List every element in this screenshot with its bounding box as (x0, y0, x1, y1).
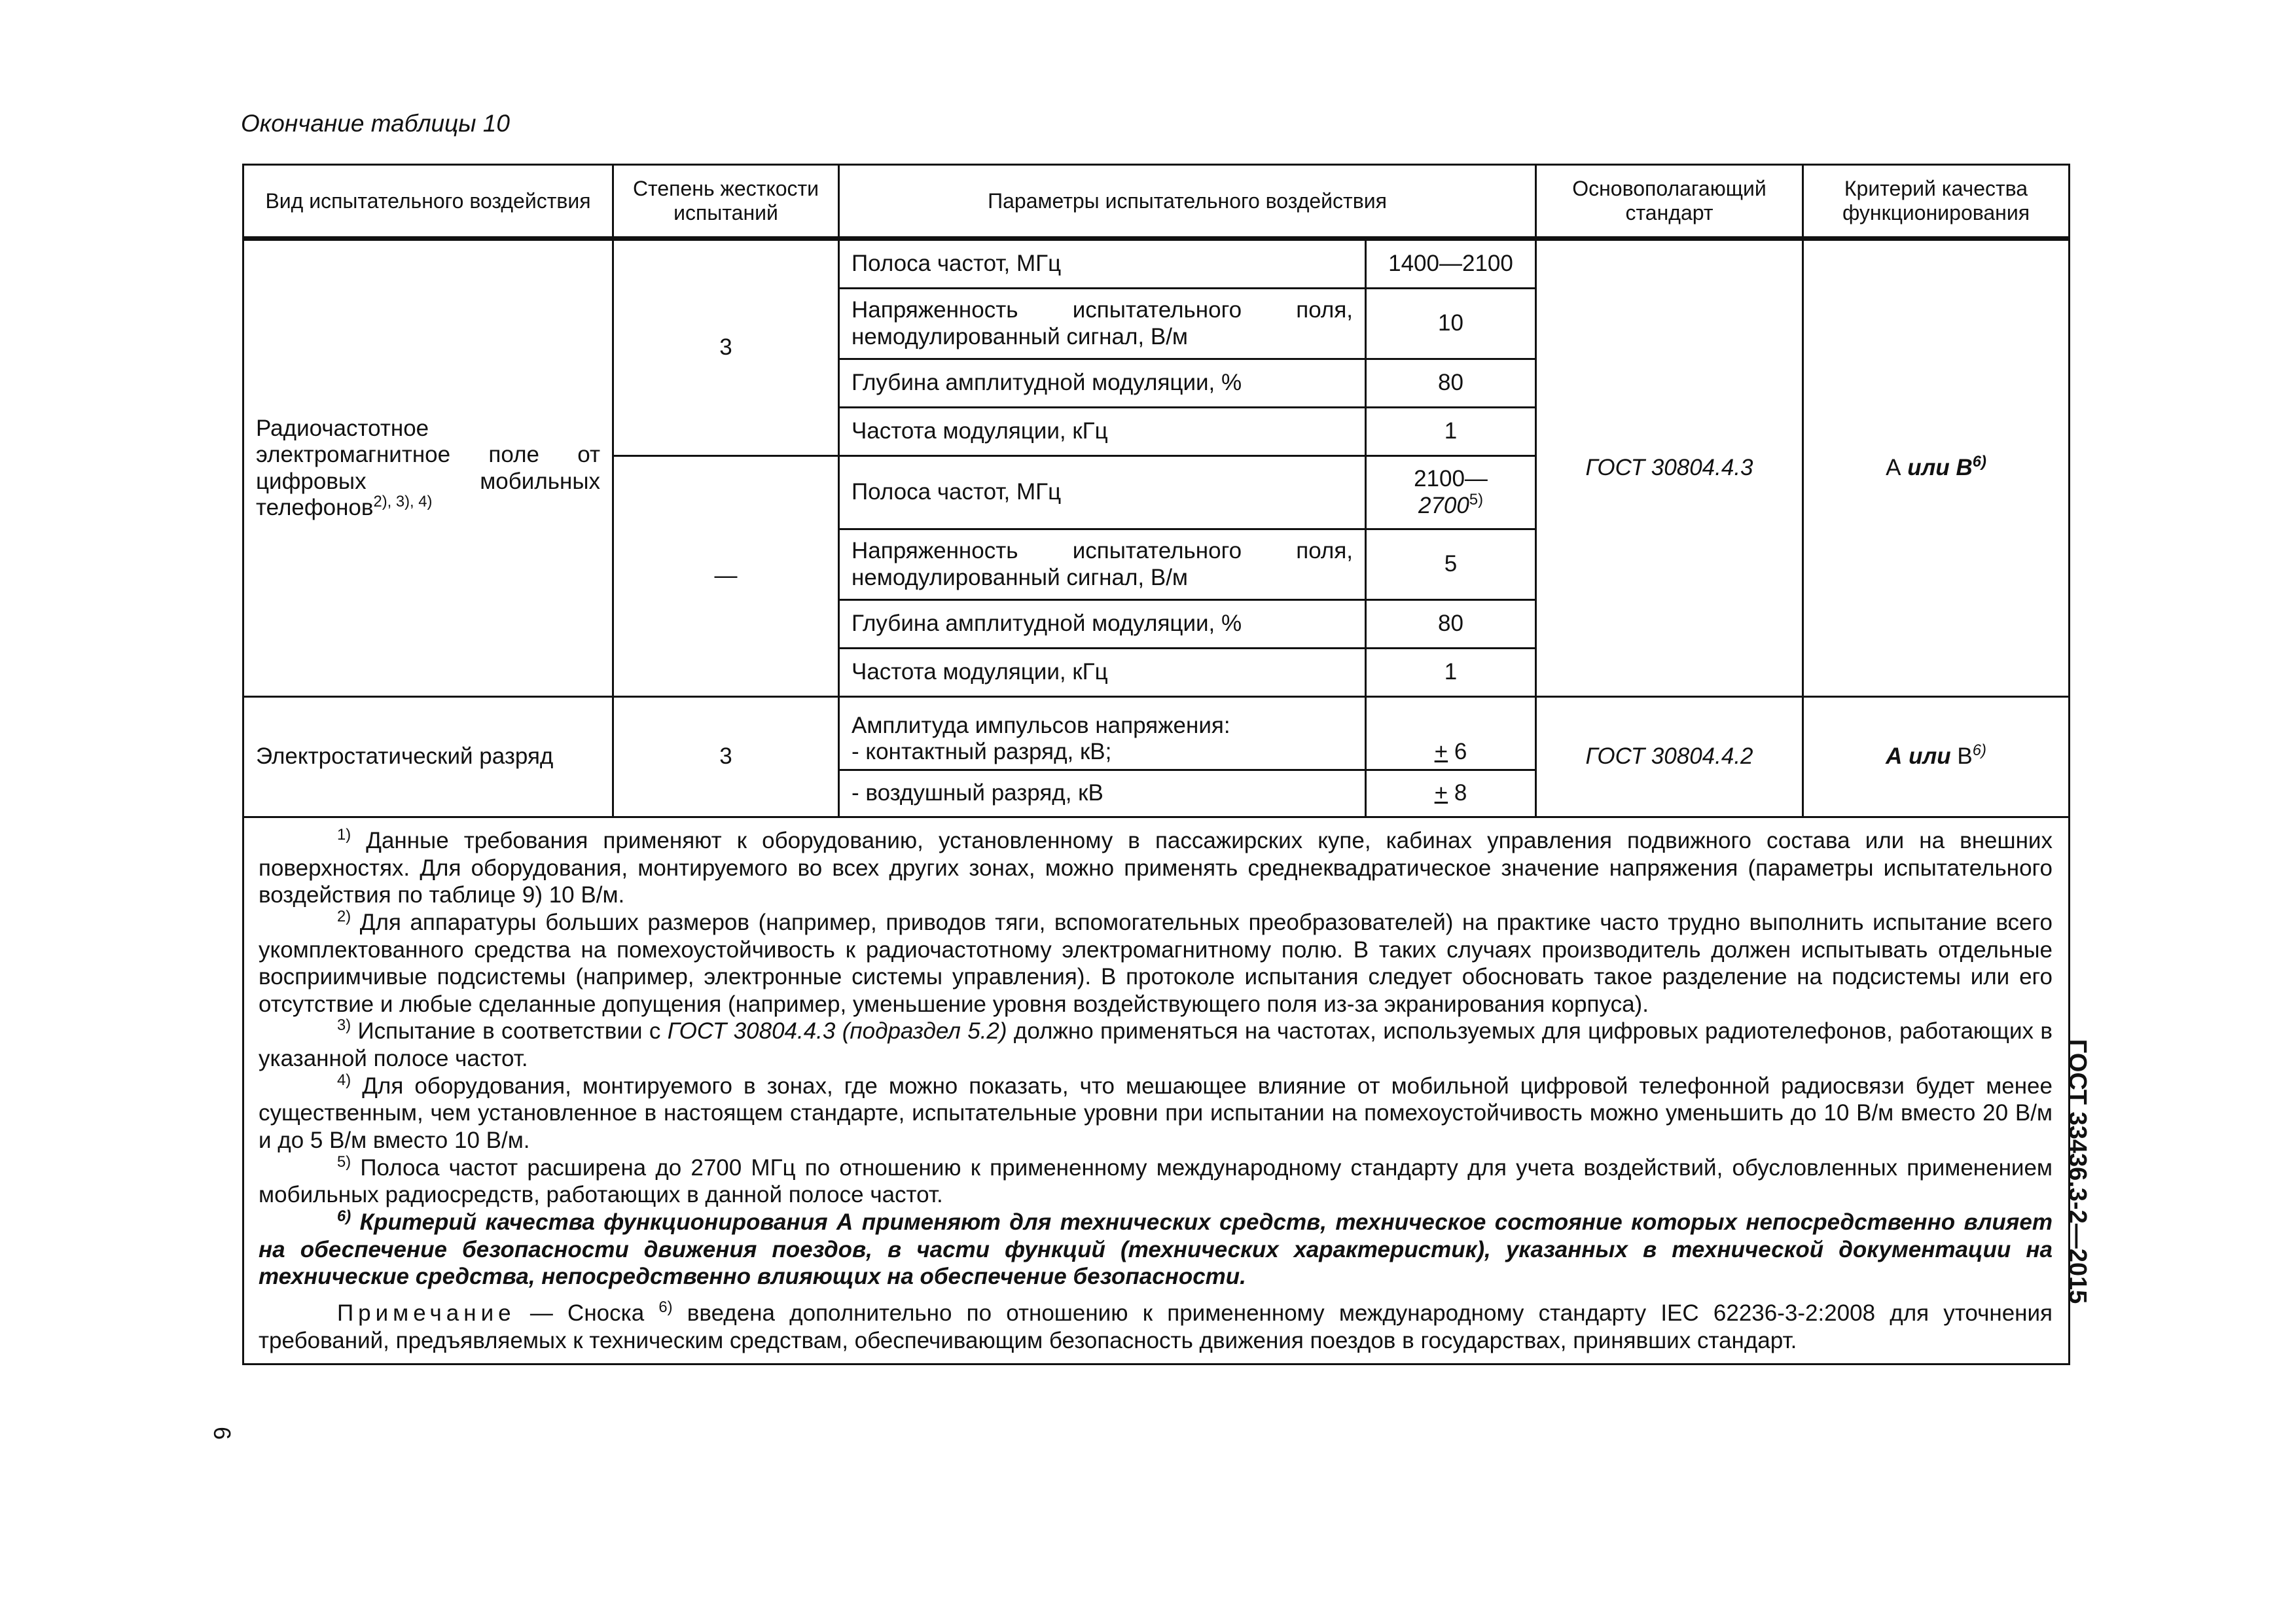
esd-param-air: - воздушный разряд, кВ (839, 770, 1366, 817)
param-mod-freq-2: Частота модуляции, кГц (839, 649, 1366, 697)
footnote-3-mark: 3) (337, 1016, 351, 1035)
test-parameters-table (242, 164, 2070, 1365)
esd-pm-sign-contact: + (1434, 738, 1448, 764)
rf-field-kind-footnotes: 2), 3), 4) (373, 492, 433, 510)
value-mod-depth-2: 80 (1366, 600, 1536, 649)
footnote-4-text: Для оборудования, монтируемого в зонах, где можно показать, что мешающее влияние от мобильной цифровой телефонной радиосвязи будет менее существенным, чем установленное в настоящем стандарте, испытательные уровни при испытании на помехоустойчивость можно уменьшить до 10 В/м вместо 20 В/м и до 5 В/м вместо 10 В/м. (259, 1073, 2053, 1154)
header-standard-line2: стандарт (1625, 201, 1713, 224)
footnote-5 (259, 1154, 2053, 1209)
param-mod-depth: Глубина амплитудной модуляции, % (839, 359, 1366, 408)
value-freq-band-2-footnote: 5) (1469, 490, 1484, 508)
value-field-strength: 10 (1366, 289, 1536, 359)
header-severity-line2: испытаний (673, 201, 778, 224)
value-freq-band: 1400—2100 (1366, 239, 1536, 289)
footnote-6-text: Критерий качества функционирования А применяют для технических средств, техническое состояние которых непосредственно влияет на обеспечение безопасности движения поездов, в части функций (технических характеристик), указанных в технической документации на технические средства, непосредственно влияющих на обеспечение безопасности. (259, 1209, 2053, 1290)
footnote-6-mark: 6) (337, 1207, 351, 1225)
value-freq-band-2-line2: 2700 (1418, 492, 1469, 518)
param-field-strength: Напряженность испытательного поля, немодулированный сигнал, В/м (839, 289, 1366, 359)
header-standard (1536, 165, 1803, 239)
rf-severity-dash: — (613, 456, 839, 697)
table-caption: Окончание таблицы 10 (241, 110, 510, 137)
document-code: ГОСТ 33436.3-2—2015 (2064, 1039, 2091, 1304)
footnotes (259, 827, 2053, 1354)
rf-criterion-footnote: 6) (1972, 453, 1986, 471)
footnote-4 (259, 1073, 2053, 1154)
footnote-3-text-b: должно применяться на частотах, используемых для цифровых радиотелефонов, работающих в указанной полосе частот. (259, 1018, 2053, 1072)
header-criterion-line1: Критерий качества (1844, 177, 2028, 201)
footnote-3-ref: ГОСТ 30804.4.3 (подраздел 5.2) (667, 1018, 1007, 1044)
esd-criterion-a: А или (1886, 743, 1951, 770)
table-row (243, 697, 2070, 770)
esd-criterion-footnote: 6) (1972, 741, 1986, 760)
esd-pm-sign-air: + (1434, 780, 1448, 806)
footnote-1-mark: 1) (337, 825, 351, 844)
rf-field-kind-cell (243, 239, 613, 697)
rf-standard: ГОСТ 30804.4.3 (1536, 239, 1803, 697)
footnote-2-text: Для аппаратуры больших размеров (например, приводов тяги, вспомогательных преобразователей) на практике часто трудно выполнить испытание всего укомплектованного средства на помехоустойчивость к радиочастотному электромагнитному полю. В таких случаях производитель должен испытывать отдельные восприимчивые подсистемы (например, электронные системы управления). В протоколе испытания следует обосновать такое разделение на подсистемы или его отсутствие и любые сделанные допущения (например, уменьшение уровня воздействующего поля из-за экранирования корпуса). (259, 909, 2053, 1017)
esd-criterion-b: В (1950, 743, 1973, 770)
esd-value-contact-num: 6 (1448, 738, 1467, 764)
footnote-5-mark: 5) (337, 1152, 351, 1171)
table-header-row (243, 165, 2070, 239)
esd-kind: Электростатический разряд (243, 697, 613, 817)
footnote-2 (259, 909, 2053, 1018)
page-number: 6 (209, 1426, 236, 1440)
param-mod-depth-2: Глубина амплитудной модуляции, % (839, 600, 1366, 649)
footnote-5-text: Полоса частот расширена до 2700 МГц по отношению к примененному международному стандарту для учета воздействий, обусловленных применением мобильных радиосредств, работающих в данной полосе частот. (259, 1154, 2053, 1208)
remark-text-a: — Сноска (515, 1300, 659, 1326)
remark-text-b: введена дополнительно по отношению к примененному международному стандарту IEC 62236-3-2:2008 для уточнения требований, предъявляемых к техническим средствам, обеспечивающим безопасность движения поездов в государствах, принявших стандарт. (259, 1300, 2053, 1353)
esd-value-air-num: 8 (1448, 780, 1467, 806)
header-severity-line1: Степень жесткости (632, 177, 819, 201)
value-freq-band-2-line1: 2100— (1414, 466, 1488, 492)
value-mod-freq: 1 (1366, 408, 1536, 456)
remark-mark: 6) (658, 1298, 673, 1316)
header-severity (613, 165, 839, 239)
footnote-6 (259, 1209, 2053, 1291)
param-mod-freq: Частота модуляции, кГц (839, 408, 1366, 456)
footnote-1-text: Данные требования применяют к оборудованию, установленному в пассажирских купе, кабинах управления подвижного состава или на внешних поверхностях. Для оборудования, монтируемого во всех других зонах, можно применять среднеквадратическое значение напряжения (параметры испытательного воздействия по таблице 9) 10 В/м. (259, 828, 2053, 908)
remark (259, 1300, 2053, 1354)
table-row (243, 239, 2070, 289)
footnotes-cell (243, 817, 2070, 1364)
value-mod-depth: 80 (1366, 359, 1536, 408)
param-freq-band-2: Полоса частот, МГц (839, 456, 1366, 529)
esd-param-contact-label: - контактный разряд, кВ; (852, 738, 1112, 764)
footnote-1 (259, 827, 2053, 909)
esd-criterion (1803, 697, 2070, 817)
value-mod-freq-2: 1 (1366, 649, 1536, 697)
param-field-strength-2: Напряженность испытательного поля, немодулированный сигнал, В/м (839, 529, 1366, 600)
esd-param-title: Амплитуда импульсов напряжения: (852, 712, 1230, 738)
esd-severity: 3 (613, 697, 839, 817)
esd-value-air (1366, 770, 1536, 817)
value-field-strength-2: 5 (1366, 529, 1536, 600)
param-freq-band: Полоса частот, МГц (839, 239, 1366, 289)
footnotes-row (243, 817, 2070, 1364)
rf-criterion-a: А (1886, 455, 1901, 481)
footnote-3 (259, 1018, 2053, 1072)
value-freq-band-2 (1366, 456, 1536, 529)
header-params: Параметры испытательного воздействия (839, 165, 1536, 239)
rf-criterion-or-b: или В (1907, 455, 1973, 481)
rf-severity-3: 3 (613, 239, 839, 456)
header-criterion-line2: функционирования (1842, 201, 2030, 224)
header-standard-line1: Основополагающий (1572, 177, 1767, 201)
footnote-2-mark: 2) (337, 907, 351, 925)
rf-field-kind: Радиочастотное электромагнитное поле от цифровых мобильных телефонов (256, 416, 600, 520)
footnote-3-text-a: Испытание в соответствии с (351, 1018, 668, 1044)
remark-label: Примечание (337, 1300, 516, 1326)
esd-param-contact (839, 697, 1366, 770)
rf-criterion (1803, 239, 2070, 697)
header-criterion (1803, 165, 2070, 239)
footnote-4-mark: 4) (337, 1071, 351, 1089)
esd-standard: ГОСТ 30804.4.2 (1536, 697, 1803, 817)
esd-value-contact (1366, 697, 1536, 770)
header-kind: Вид испытательного воздействия (243, 165, 613, 239)
